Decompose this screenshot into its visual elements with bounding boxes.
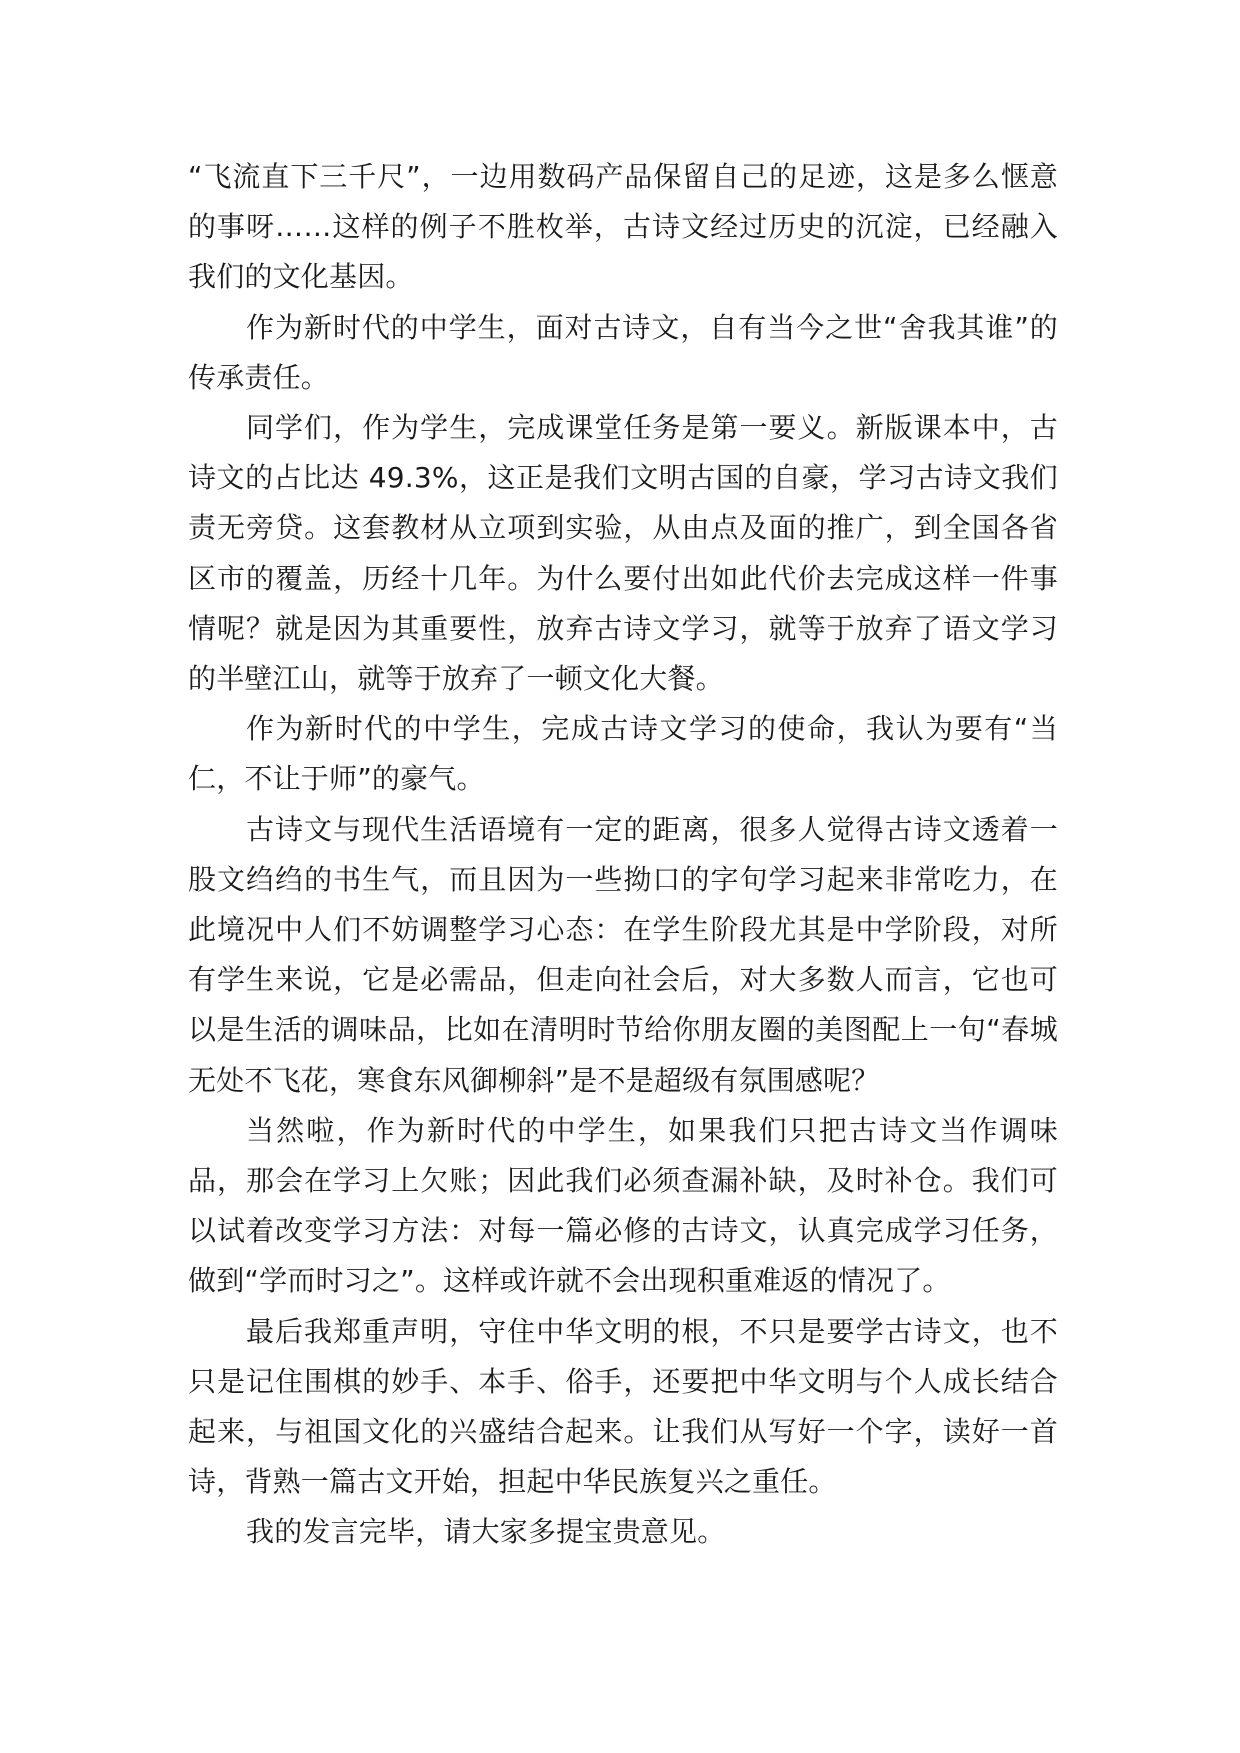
- paragraph-1: “飞流直下三千尺”，一边用数码产品保留自己的足迹，这是多么惬意的事呀……这样的例子不胜枚举，古诗文经过历史的沉淀，已经融入我们的文化基因。: [188, 160, 1058, 294]
- paragraph-4: 作为新时代的中学生，完成古诗文学习的使命，我认为要有“当仁，不让于师”的豪气。: [188, 712, 1058, 796]
- paragraph-6: 当然啦，作为新时代的中学生，如果我们只把古诗文当作调味品，那会在学习上欠账；因此我们必须查漏补缺，及时补仓。我们可以试着改变学习方法：对每一篇必修的古诗文，认真完成学习任务，做到“学而时习之”。这样或许就不会出现积重难返的情况了。: [188, 1113, 1058, 1298]
- paragraph-5: 古诗文与现代生活语境有一定的距离，很多人觉得古诗文透着一股文绉绉的书生气，而且因为一些拗口的字句学习起来非常吃力，在此境况中人们不妨调整学习心态：在学生阶段尤其是中学阶段，对所有学生来说，它是必需品，但走向社会后，对大多数人而言，它也可以是生活的调味品，比如在清明时节给你朋友圈的美图配上一句“春城无处不飞花，寒食东风御柳斜”是不是超级有氛围感呢？: [188, 812, 1058, 1097]
- paragraph-2: 作为新时代的中学生，面对古诗文，自有当今之世“舍我其谁”的传承责任。: [188, 310, 1058, 394]
- document-body: [188, 152, 1058, 1558]
- paragraph-8: 我的发言完毕，请大家多提宝贵意见。: [246, 1515, 726, 1549]
- paragraph-7: 最后我郑重声明，守住中华文明的根，不只是要学古诗文，也不只是记住围棋的妙手、本手、俗手，还要把中华文明与个人成长结合起来，与祖国文化的兴盛结合起来。让我们从写好一个字，读好一首诗，背熟一篇古文开始，担起中华民族复兴之重任。: [188, 1314, 1058, 1499]
- paragraph-3: 同学们，作为学生，完成课堂任务是第一要义。新版课本中，古诗文的占比达 49.3%，这正是我们文明古国的自豪，学习古诗文我们责无旁贷。这套教材从立项到实验，从由点及面的推广，到全国各省区市的覆盖，历经十几年。为什么要付出如此代价去完成这样一件事情呢？就是因为其重要性，放弃古诗文学习，就等于放弃了语文学习的半壁江山，就等于放弃了一顿文化大餐。: [188, 411, 1058, 696]
